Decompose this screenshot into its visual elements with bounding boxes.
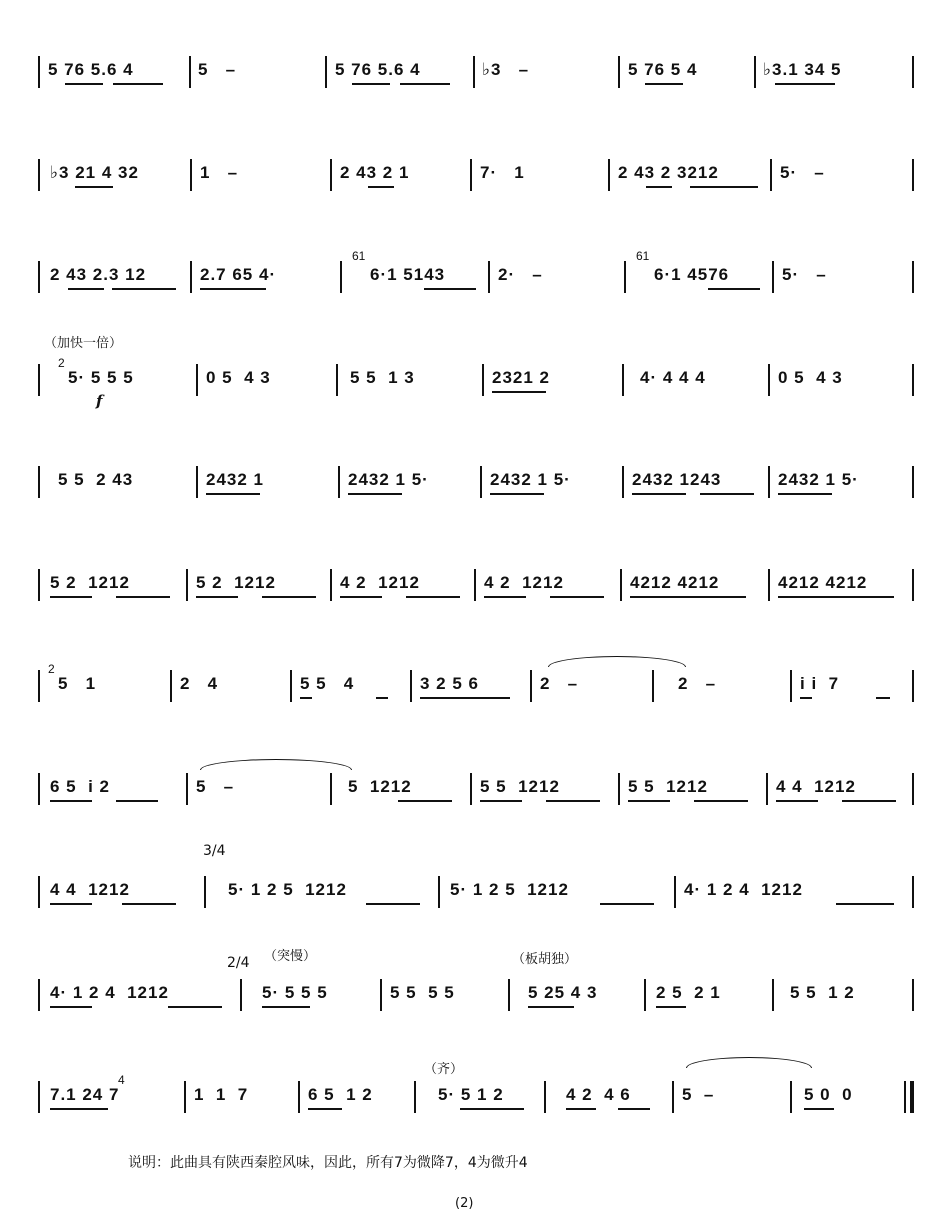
barline [912,876,914,908]
measure: 2 – [540,674,579,693]
barline [912,569,914,601]
barline [196,364,198,396]
measure: 5 – [196,777,235,796]
measure: 4212 4212 [778,573,868,592]
barline [336,364,338,396]
grace-note: 61 [636,249,650,263]
underline [800,697,812,699]
barline [204,876,206,908]
barline [790,1081,792,1113]
barline [380,979,382,1011]
measure: 2432 1243 [632,470,722,489]
grace-note: 4 [118,1073,125,1087]
measure: 4 2 1212 [340,573,420,592]
measure: 5 1 [58,674,97,693]
underline [368,186,394,188]
barline [912,159,914,191]
barline [38,773,40,805]
measure: 2432 1 5· [348,470,429,489]
measure: 2432 1 [206,470,264,489]
measure: 1 – [200,163,239,182]
measure: 2· – [498,265,543,284]
barline [298,1081,300,1113]
measure: 5 5 1212 [628,777,708,796]
time-signature: 3/4 [203,843,226,859]
barline [488,261,490,293]
barline [190,159,192,191]
underline [50,903,92,905]
barline [470,773,472,805]
measure: ♭3 21 4 32 [50,163,139,182]
underline [75,186,113,188]
barline [38,159,40,191]
underline [400,83,450,85]
barline [473,56,475,88]
underline [352,83,390,85]
underline [406,596,460,598]
tie-arc [200,759,352,770]
underline [308,1108,342,1110]
score-row-5 [0,460,952,500]
measure: 2 43 2 1 [340,163,410,182]
barline [196,466,198,498]
underline [700,493,754,495]
underline [460,1108,524,1110]
measure: 5 – [682,1085,715,1104]
barline [912,773,914,805]
underline [113,83,163,85]
underline [632,493,686,495]
barline [912,979,914,1011]
grace-note: 2 [48,662,55,676]
measure: 4 4 1212 [50,880,130,899]
measure: 2 5 2 1 [656,983,721,1002]
barline [330,159,332,191]
measure: ♭3.1 34 5 [763,60,842,79]
barline [338,466,340,498]
underline [122,903,176,905]
grace-note: 61 [352,249,366,263]
dynamic-marking: f [96,392,103,410]
measure: 2.7 65 4· [200,265,277,284]
underline [116,596,170,598]
underline [112,288,176,290]
final-barline-thick [910,1081,914,1113]
barline [508,979,510,1011]
instrument-annotation: （板胡独） [512,952,578,967]
barline [38,876,40,908]
underline [206,493,260,495]
measure: 5 5 1 3 [350,368,415,387]
measure: 4· 4 4 4 [640,368,706,387]
score-row-1 [0,50,952,90]
measure: 5· 5 1 2 [438,1085,504,1104]
underline [340,596,382,598]
barline [912,261,914,293]
barline [912,670,914,702]
underline [65,83,103,85]
measure: 5 25 4 3 [528,983,598,1002]
barline [618,773,620,805]
underline [690,186,758,188]
measure: 0 5 4 3 [206,368,271,387]
underline [262,1006,310,1008]
barline [770,159,772,191]
underline [424,288,476,290]
underline [776,800,818,802]
barline [672,1081,674,1113]
score-row-6 [0,563,952,603]
tempo-annotation: （加快一倍） [44,336,123,351]
barline [38,1081,40,1113]
barline [186,569,188,601]
measure: 6·1 5143 [370,265,446,284]
measure: 2 43 2.3 12 [50,265,147,284]
barline [438,876,440,908]
underline [492,391,546,393]
barline [652,670,654,702]
measure: 4 4 1212 [776,777,856,796]
barline [240,979,242,1011]
measure: 5 5 2 43 [58,470,134,489]
barline [622,364,624,396]
barline [38,466,40,498]
measure: 5· – [780,163,825,182]
underline [366,903,420,905]
underline [646,186,672,188]
underline [116,800,158,802]
barline [186,773,188,805]
underline [656,1006,686,1008]
barline [480,466,482,498]
barline [325,56,327,88]
barline [38,261,40,293]
underline [630,596,746,598]
time-signature: 2/4 [227,955,250,971]
measure: 3 2 5 6 [420,674,479,693]
measure: 5· – [782,265,827,284]
barline [330,569,332,601]
barline [772,261,774,293]
tempo-annotation: （突慢） [264,949,317,964]
tie-arc [548,656,686,667]
barline [772,979,774,1011]
underline [68,288,104,290]
barline [340,261,342,293]
barline [170,670,172,702]
score-row-9 [0,870,952,910]
underline [842,800,896,802]
underline [196,596,238,598]
barline [912,364,914,396]
measure: 5 5 5 5 [390,983,455,1002]
measure: 4· 1 2 4 1212 [50,983,169,1002]
underline [778,493,832,495]
measure: 5 5 1 2 [790,983,855,1002]
barline [530,670,532,702]
measure: 6 5 1 2 [308,1085,373,1104]
barline [644,979,646,1011]
underline [876,697,890,699]
underline [566,1108,596,1110]
measure: 5 0 0 [804,1085,853,1104]
measure: 5 76 5.6 4 [48,60,134,79]
barline [414,1081,416,1113]
barline [620,569,622,601]
barline [768,466,770,498]
barline [38,56,40,88]
underline [836,903,894,905]
measure: 5 2 1212 [196,573,276,592]
underline [398,800,452,802]
underline [708,288,760,290]
measure: 2 4 [180,674,219,693]
barline [608,159,610,191]
score-row-4 [0,356,952,410]
score-row-8 [0,767,952,807]
measure: 5· 5 5 5 [262,983,328,1002]
underline [200,288,266,290]
barline [482,364,484,396]
measure: 5 2 1212 [50,573,130,592]
barline [290,670,292,702]
measure: 7· 1 [480,163,525,182]
barline [38,979,40,1011]
measure: 2321 2 [492,368,550,387]
barline [38,364,40,396]
page-number: (2) [455,1196,474,1211]
measure: 0 5 4 3 [778,368,843,387]
measure: 7.1 24 7 [50,1085,120,1104]
barline [38,569,40,601]
measure: 4 2 1212 [484,573,564,592]
barline [618,56,620,88]
barline [768,569,770,601]
underline [546,800,600,802]
score-row-11 [0,1075,952,1115]
score-row-7 [0,664,952,704]
barline [190,261,192,293]
measure: 5· 1 2 5 1212 [450,880,569,899]
underline [484,596,526,598]
barline [624,261,626,293]
measure: 5 5 4 [300,674,355,693]
score-row-3 [0,249,952,295]
measure: 2 43 2 3212 [618,163,719,182]
underline [480,800,522,802]
barline [790,670,792,702]
measure: 5 76 5.6 4 [335,60,421,79]
barline [674,876,676,908]
underline [420,697,510,699]
measure: 2432 1 5· [778,470,859,489]
underline [694,800,748,802]
measure: 5· 5 5 5 [68,368,134,387]
underline [262,596,316,598]
footer-note: 说明：此曲具有陕西秦腔风味，因此，所有7为微降7，4为微升4 [128,1155,528,1171]
barline [470,159,472,191]
score-row-2 [0,153,952,193]
underline [778,596,894,598]
score-row-10 [0,973,952,1013]
underline [804,1108,834,1110]
measure: 1 1 7 [194,1085,249,1104]
barline [38,670,40,702]
barline [189,56,191,88]
measure: 2432 1 5· [490,470,571,489]
measure: 5 76 5 4 [628,60,698,79]
final-barline-thin [904,1081,906,1113]
underline [50,1006,92,1008]
barline [912,56,914,88]
underline [348,493,402,495]
tie-arc [686,1057,812,1068]
barline [330,773,332,805]
underline [168,1006,222,1008]
underline [50,800,92,802]
measure: 5· 1 2 5 1212 [228,880,347,899]
barline [410,670,412,702]
underline [600,903,654,905]
underline [50,1108,108,1110]
underline [645,83,683,85]
barline [544,1081,546,1113]
underline [550,596,604,598]
underline [50,596,92,598]
underline [618,1108,650,1110]
barline [474,569,476,601]
barline [184,1081,186,1113]
barline [768,364,770,396]
barline [766,773,768,805]
measure: 2 – [678,674,717,693]
measure: 5 – [198,60,237,79]
barline [912,466,914,498]
underline [300,697,312,699]
measure: 6 5 i 2 [50,777,110,796]
measure: ♭3 – [482,60,530,79]
underline [628,800,670,802]
grace-note: 2 [58,356,65,370]
measure: 6·1 4576 [654,265,730,284]
underline [528,1006,574,1008]
measure: i i 7 [800,674,840,693]
measure: 5 1212 [348,777,412,796]
measure: 5 5 1212 [480,777,560,796]
measure: 4· 1 2 4 1212 [684,880,803,899]
barline [754,56,756,88]
underline [376,697,388,699]
measure: 4212 4212 [630,573,720,592]
barline [622,466,624,498]
measure: 4 2 4 6 [566,1085,631,1104]
ensemble-annotation: （齐） [424,1062,464,1077]
underline [490,493,544,495]
underline [775,83,835,85]
